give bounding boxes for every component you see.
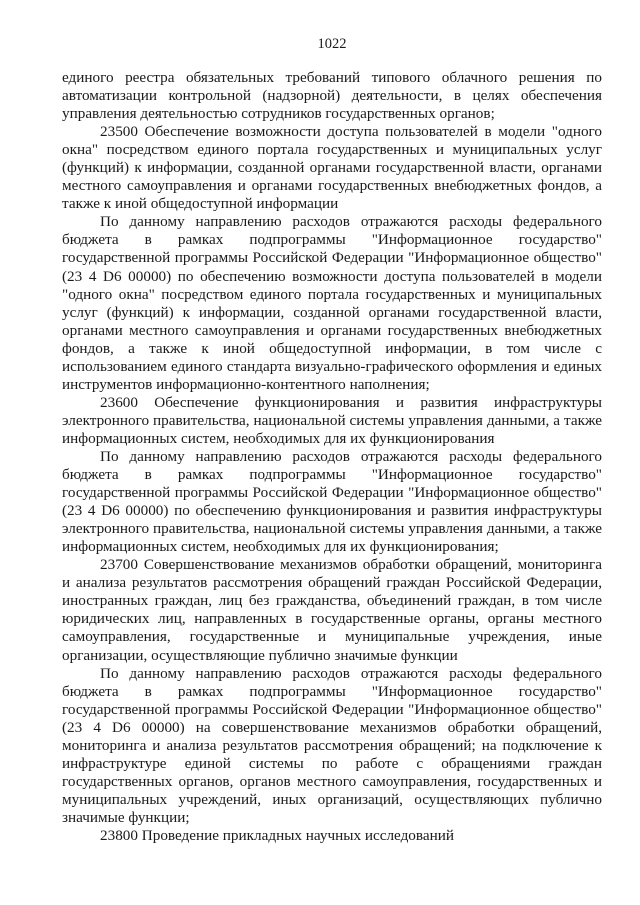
paragraph-continuation: единого реестра обязательных требований типового облачного решения по автоматизации контрольной (надзорной) деятельности, в целях обеспечения управления деятельностью сотрудников государственных органов; [62,69,602,123]
paragraph-description-23500: По данному направлению расходов отражаются расходы федерального бюджета в рамках подпрограммы "Информационное государство" государственной программы Российской Федерации "Информационное общество" (23 4 D6 00000) по обеспечению возможности доступа пользователей в модели "одного окна" посредством единого портала государственных и муниципальных услуг (функций) к информации, созданной органами государственной власти, органами местного самоуправления и органами государственных внебюджетных фондов, а также к иной общедоступной информации, в том числе с использованием единого стандарта визуально-графического оформления и единых инструментов информационно-контентного наполнения; [62,213,602,393]
page-number: 1022 [317,36,347,52]
paragraph-item-23700: 23700 Совершенствование механизмов обработки обращений, мониторинга и анализа результатов рассмотрения обращений граждан Российской Федерации, иностранных граждан, лиц без гражданства, объединений граждан, в том числе юридических лиц, направленных в государственные органы, органы местного самоуправления, государственные и муниципальные учреждения, иные организации, осуществляющие публично значимые функции [62,556,602,664]
paragraph-description-23600: По данному направлению расходов отражаются расходы федерального бюджета в рамках подпрограммы "Информационное государство" государственной программы Российской Федерации "Информационное общество" (23 4 D6 00000) по обеспечению функционирования и развития инфраструктуры электронного правительства, национальной системы управления данными, а также информационных систем, необходимых для их функционирования; [62,447,602,556]
paragraph-item-23800: 23800 Проведение прикладных научных исследований [100,826,454,844]
paragraph-item-23600: 23600 Обеспечение функционирования и развития инфраструктуры электронного правительства, национальной системы управления данными, а также информационных систем, необходимых для их функционирования [62,393,602,447]
paragraph-item-23500: 23500 Обеспечение возможности доступа пользователей в модели "одного окна" посредством единого портала государственных и муниципальных услуг (функций) к информации, созданной органами государственной власти, органами местного самоуправления и органами государственных внебюджетных фондов, а также к иной общедоступной информации [62,123,602,213]
paragraph-description-23700: По данному направлению расходов отражаются расходы федерального бюджета в рамках подпрограммы "Информационное государство" государственной программы Российской Федерации "Информационное общество" (23 4 D6 00000) на совершенствование механизмов обработки обращений, мониторинга и анализа результатов рассмотрения обращений; на подключение к инфраструктуре единой системы по работе с обращениями граждан государственных органов, органов местного самоуправления, государственных и муниципальных учреждений, иных организаций, осуществляющих публично значимые функции; [62,664,602,826]
